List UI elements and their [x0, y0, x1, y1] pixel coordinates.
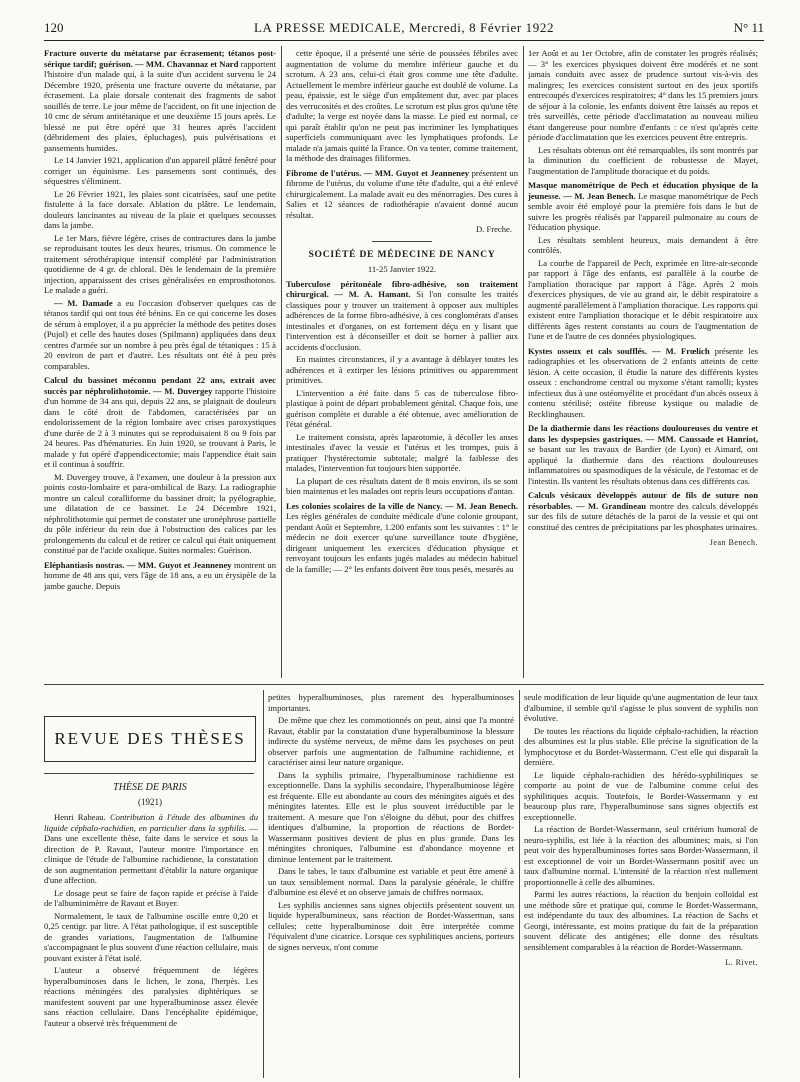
running-header [44, 20, 764, 40]
column-5 [268, 692, 514, 1076]
section-title: REVUE DES THÈSES [54, 729, 246, 748]
article-paragraph [44, 48, 276, 153]
article-title: Calcul du bassinet méconnu pendant 22 ans, extrait avec succès par néphrolithotomie. — M. Duvergey [44, 375, 276, 396]
article-paragraph: L'intervention a été faite dans 5 cas de tuberculose fibro-plastique à point de départ probablement génital. Chaque fois, une guérison complète et durable a été obtenue, avec amélioration de l'état général. [286, 387, 518, 429]
article-title: Calculs vésicaux développés autour de fils de suture non résorbables. — M. Grandineau [528, 490, 758, 511]
article-paragraph: cette époque, il a présenté une série de poussées fébriles avec augmentation de volume du membre inférieur gauche et du scrotum. A 23 ans, celui-ci était gros comme une tête d'adulte. Actuellement le membre inférieur gauche est doublé de volume. La peau, épaissie, est le siège d'un empâtement dur, avec par places des verrucosités et des croûtes. Le scrotum est plus gros qu'une tête d'adulte; la verge est noyée dans la masse. Le pied est normal, ce qui paraît établir qu'on ne peut pas incriminer les lymphatiques superficiels communiquant avec les lymphatiques profonds. Le malade n'a jamais quitté la France. On va tenter, comme traitement, la méthode des drainages filiformes. [286, 48, 518, 163]
article-text: montre des calculs développés sur des fils de suture détachés de la paroi de la vessie et qui ont constitué des centres de précipitations par les phosphates urinaires. [528, 500, 758, 532]
column-divider [281, 46, 282, 678]
article-paragraph [528, 346, 758, 420]
column-1 [44, 48, 276, 676]
column-divider [263, 690, 264, 1078]
article-paragraph: La courbe de l'appareil de Pech, exprimée en litre-air-seconde par rapport à l'âge des enfants, est parallèle à la courbe de l'ampliation thoracique par rapport à l'âge. Après 2 mois d'exercices physiques, de vie au grand air, le débit respiratoire a augmenté parallèlement à l'ampliation thoracique. Les rapports qui existent entre l'ampliation thoracique et le débit respiratoire aux différents âges restent constants au cours de l'augmentation de l'une et de l'autre de ces données physiologiques. [528, 257, 758, 341]
issue-number: N° 11 [733, 20, 764, 35]
article-paragraph: Le 1er Mars, fièvre légère, crises de contractures dans la jambe se reproduisant toutes les deux heures, trismus. On commence le traitement sérothérapique intensif complété par l'administration quotidienne de 4 gr. de chloral. Dès le lendemain de la première injection, apparaissent des crises généralisées en emprosthotonos. Le malade a guéri. [44, 232, 276, 295]
article-text: présente les radiographies et les observations de 2 enfants atteints de cette lésion. A cette occasion, il étudie la nature des différents kystes osseux : enchondrome central ou myxome s'étant ramolli; kystes infectieux dus à une ostéomyélite et procédant d'un abcès osseux à contenu stérilisé; ostéite fibreuse kystique ou maladie de Recklinghausen. [528, 345, 758, 419]
section-divider [372, 241, 432, 242]
article-paragraph: Parmi les autres réactions, la réaction du benjoin colloïdal est une méthode sûre et pratique qui, comme le Bordet-Wassermann, est indépendante du taux des albumines. La réaction de Sachs et Georgi, intéressante, est moins pratique du fait de la préparation souvent délicate des antigènes; elle donne des résultats sensiblement comparables à la réaction de Bordet-Wassermann. [524, 889, 758, 952]
article-paragraph: Le traitement consista, après laparotomie, à décoller les anses intestinales d'avec la vessie et l'utérus et les trompes, puis à pratiquer l'hystérectomie subtotale; malgré la faiblesse des malades, l'intervention fut toujours bien supportée. [286, 431, 518, 473]
header-rule [44, 40, 764, 41]
article-paragraph: Le liquide céphalo-rachidien des hérédo-syphilitiques se comporte au point de vue de l'albumine comme celui des syphilitiques acquis. Toutefois, le Bordet-Wassermann y est beaucoup plus rare, l'hyperalbuminose sans signes objectifs est exceptionnelle. [524, 769, 758, 822]
article-paragraph: Dans la syphilis primaire, l'hyperalbuminose rachidienne est exceptionnelle. Dans la syphilis secondaire, l'hyperalbuminose légère est fréquente. Elle est abondante au cours des méningites aiguës et des méningites latentes. Elle est le plus souvent irréductible par le traitement. A mesure que l'on s'éloigne du début, pour des chiffres identiques d'albumine, la proportion de réactions de Bordet-Wassermann positives devient de plus en plus grande. Dans les méningites chroniques, l'albumine est d'abondance moyenne et diminue lentement par le traitement. [268, 769, 514, 864]
article-title: Eléphantiasis nostras. — MM. Guyot et Jeanneney [44, 559, 232, 570]
article-text: montrent un homme de 48 ans qui, vers l'âge de 18 ans, a eu un érysipèle de la jambe gauche. Depuis [44, 559, 276, 591]
article-paragraph: Normalement, le taux de l'albumine oscille entre 0,20 et 0,25 centigr. par litre. A l'état pathologique, il est susceptible de grandes variations, l'augmentation de l'albumine s'accompagnant le plus souvent d'une réaction cellulaire, mais pouvant exister à l'état isolé. [44, 910, 258, 963]
article-text: Le masque manométrique de Pech semble avoir été employé pour la première fois dans le but de suivre les progrès réalisés par l'appareil pulmonaire au cours de l'éducation physique. [528, 190, 758, 232]
article-paragraph: seule modification de leur liquide qu'une augmentation de leur taux d'albumine, il semble qu'il s'agisse le plus souvent de syphilis non évolutive. [524, 692, 758, 723]
article-text: a eu l'occasion d'observer quelques cas de tétanos tardif qui ont tous été bénins. En ce qui concerne les doses de sérum à employer, il a pu apprécier la méthode des petites doses (Pujol) et celle des hautes doses (Spilmann) appliquées dans deux centres d'armée sur un nombre à peu près égal de tétaniques : 15 à 20 environ de part et d'autre. Les résultats ont été à peu près comparables. [44, 297, 276, 371]
society-date: 11-25 Janvier 1922. [367, 264, 437, 274]
page-number: 120 [44, 20, 64, 35]
thesis-author: Henri Rabeau. [54, 812, 106, 822]
section-title-box [44, 716, 256, 762]
article-title: Masque manométrique de Pech et éducation physique de la jeunesse. — M. Jean Benech. [528, 180, 758, 201]
column-4 [44, 812, 258, 1076]
article-paragraph: En maintes circonstances, il y a avantage à déblayer toutes les adhérences et à extirper les lésions primitives ou apparemment primitives. [286, 354, 518, 385]
column-3 [528, 48, 758, 676]
article-title: De la diathermie dans les réactions douloureuses du ventre et dans les dyspepsies gastriques. — MM. Caussade et Hanriot, [528, 423, 758, 444]
article-paragraph [286, 501, 518, 575]
article-paragraph [44, 812, 258, 886]
article-paragraph: Dans le tabes, le taux d'albumine est variable et peut être amené à un taux sensiblement normal. Dans la paralysie générale, le chiffre d'albumine est élevé et on observe jamais de chiffres normaux. [268, 866, 514, 897]
article-paragraph: De même que chez les commotionnés on peut, ainsi que l'a montré Ravaut, établir par la constatation d'une hyperalbuminose la blessure indirecte du système nerveux, de même dans les psychoses on peut observer parfois une augmentation de l'albumine rachidienne, et caractériser ainsi leur nature organique. [268, 715, 514, 767]
column-2 [286, 48, 518, 676]
section-divider [44, 684, 764, 685]
article-text: présentent un fibrome de l'utérus, du volume d'une tête d'adulte, qui a été enlevé chirurgicalement. La malade avait eu des ménorragies. Des cures à Salies et 12 séances de radiothérapie n'avaient donné aucun résultat. [286, 167, 518, 220]
article-paragraph: De toutes les réactions du liquide céphalo-rachidien, la réaction des albumines est la plus stable. Elle précise la signification de la lymphocytose et du Bordet-Wassermann. C'est elle qui disparaît la dernière. [524, 725, 758, 767]
author-signature: Jean Benech. [709, 538, 758, 547]
section-title-rule [44, 773, 254, 774]
column-divider [523, 46, 524, 678]
article-title: Les colonies scolaires de la ville de Nancy. — M. Jean Benech. [286, 500, 518, 511]
article-paragraph: M. Duvergey trouve, à l'examen, une douleur à la pression aux points costo-lombaire et para-ombilical de Bazy. La radiographie montre un calcul coralliforme du bassinet droit; la pyélographie, une dilatation de ce bassinet. Le 24 Décembre 1921, néphrolithotomie qui permet de constater une uronéphrose partielle du pôle inférieur du rein due à l'obstruction des calices par les prolongements du calcul et de retirer ce calcul qui était uniquement constitué par de l'acide oxalique. Suites normales: Guérison. [44, 471, 276, 555]
article-text: Si l'on consulte les traités classiques pour y trouver un traitement à opposer aux multiples adhérences de la forme fibro-adhésive, à ces conglomérats d'anses intestinales et d'organes, on est fortement déçu en y lisant que l'intervention est à déconseiller et doit se borner à pallier aux accidents d'occlusion. [286, 289, 518, 352]
article-paragraph [286, 279, 518, 353]
article-text: — Dans une excellente thèse, faite dans le service et sous la direction de P. Ravaut, l'auteur montre l'importance en clinique de l'étude de l'albumine rachidienne, la constatation de son augmentation permettant d'établir la nature organique d'une affection. [44, 822, 258, 885]
speaker-name: — M. Damade [54, 297, 113, 308]
column-6 [524, 692, 758, 1076]
article-paragraph: 1er Août et au 1er Octobre, afin de constater les progrès réalisés; — 3° les exercices physiques doivent être modérés et ne sont jamais conduits avec assez de prudence surtout vis-à-vis des malingres; les exercices consistent surtout en des jeux sportifs entrecoupés d'exercices respiratoires; 4° dans les 15 premiers jours de séjour à la colonie, les enfants doivent être laissés au repos et très surveillés, cette période d'acclimatation au nouveau milieu étant dangereuse pour nombre d'enfants : ce n'est qu'après cette période d'acclimatation que les exercices peuvent être entrepris. [528, 48, 758, 142]
society-heading: SOCIÉTÉ DE MÉDECINE DE NANCY [308, 249, 496, 260]
article-title: Fibrome de l'utérus. — MM. Guyot et Jeanneney [286, 167, 470, 178]
article-title: Tuberculose péritonéale fibro-adhésive, son traitement chirurgical. — M. A. Hamant. [286, 278, 518, 299]
article-paragraph [286, 168, 518, 221]
article-paragraph: Le 26 Février 1921, les plaies sont cicatrisées, sauf une petite fistulette à la face dorsale. Ablation du plâtre. Le lendemain, douleurs lancinantes au niveau de la plaie et quelques secousses dans la jambe. [44, 188, 276, 230]
article-text: rapportent l'histoire d'un malade qui, à la suite d'un accident survenu le 24 Décembre 1920, présenta une fracture ouverte du métatarse, par écrasement. La plaie dorsale contenait des fragments de sabot souillés de terre. Le jour même de l'accident, on fit une injection de 10 cmc de sérum antitétanique et une deuxième 15 jours après. Le blessé ne put être opéré que 31 heures après l'accident (débridement des plaies, épluchages), puis pulvérisations et pansements humides. [44, 58, 276, 153]
article-paragraph: Les syphilis anciennes sans signes objectifs présentent souvent un liquide hyperalbumineux, sans réaction de Bordet-Wasserman, sans cellules; cette hyperalbuminose doit être interprétée comme l'équivalent d'une cicatrice. Lorsque ces syphilitiques anciens, porteurs de signes nerveux, n'ont comme [268, 899, 514, 952]
article-paragraph: La plupart de ces résultats datent de 8 mois environ, ils se sont bien maintenus et les malades ont repris leurs occupations d'antan. [286, 475, 518, 496]
article-title: Kystes osseux et cals soufflés. — M. Frœlich [528, 345, 710, 356]
article-paragraph: Le dosage peut se faire de façon rapide et précise à l'aide de l'albuminimètre de Ravaut et Boyer. [44, 887, 258, 908]
article-text: Les règles générales de conduite médicale d'une colonie groupant, pendant Août et Septembre, 1.200 enfants sont les suivantes : 1° le médecin ne doit exercer qu'une surveillance toute d'hygiène, dirigeant uniquement les exercices d'éducation physique et renvoyant toujours les enfants jugés malades au médecin habituel de la famille; — 2° les enfants doivent être tous pesés, mesurés au [286, 511, 518, 574]
article-paragraph: Les résultats semblent heureux, mais demandent à être contrôlés. [528, 234, 758, 255]
thesis-year: (1921) [138, 797, 162, 807]
article-paragraph [44, 298, 276, 372]
column-divider [519, 690, 520, 1078]
article-paragraph: La réaction de Bordet-Wassermann, seul critérium humoral de neuro-syphilis, est liée à la réaction des albumines; mais, si l'on peut voir des hyperalbuminoses fortes sans Bordet-Wassermann, il est exceptionnel de voir un Bordet-Wassermann positif avec un taux d'albumine normal. L'intensité de la réaction n'est nullement proportionnelle à celle des albumines. [524, 824, 758, 887]
article-paragraph [44, 560, 276, 592]
article-text: rapporte l'histoire d'un homme de 34 ans qui, depuis 22 ans, se plaignait de douleurs dans le côté droit de l'abdomen, caractérisées par un endolorissement de la région lombaire avec crises paroxystiques d'une durée de 2 à 3 minutes qui se reproduisaient 8 ou 9 fois par 24 heures. Pas d'hématuries. En Juin 1920, se trouvant à Paris, le malade y fut opéré d'appendicectomie; mais l'appendice était sain et il continua à souffrir. [44, 385, 276, 469]
article-paragraph: Le 14 Janvier 1921, application d'un appareil plâtré fenêtré pour corriger un équinisme. Les pansements sont continués, des séquestres s'éliminent. [44, 155, 276, 186]
journal-title: LA PRESSE MEDICALE, Mercredi, 8 Février 1922 [253, 20, 555, 35]
thesis-title: Contribution à l'étude des albumines du liquide céphalo-rachidien, en particulier dans la syphilis. [44, 812, 258, 833]
article-title: Fracture ouverte du métatarse par écrasement; tétanos post-sérique tardif; guérison. — MM. Chavannaz et Nard [44, 48, 276, 69]
article-text: se basant sur les travaux de Bardier (de Lyon) et Aimard, ont appliqué la diathermie dans des réactions douloureuses inflammatoires ou spasmodiques de la vésicule, de l'estomac et de l'intestin. Ils vantent les résultats obtenus dans ces différents cas. [528, 444, 758, 486]
author-signature: D. Freche. [475, 224, 512, 234]
article-paragraph: petites hyperalbuminoses, plus rarement des hyperalbuminoses importantes. [268, 692, 514, 713]
article-paragraph: L'auteur a observé fréquemment de légères hyperalbuminoses dans le lichen, le zona, l'herpès. Les réactions méningées des paralysies diphtériques se manifestent souvent par une hyperalbuminose assez élevée sans réaction cellulaire. Dans l'encéphalite épidémique, l'auteur a observé très fréquemment de [44, 965, 258, 1028]
thesis-subtitle: THÈSE DE PARIS [113, 782, 187, 793]
author-signature: L. Rivet. [725, 958, 758, 967]
article-paragraph [528, 490, 758, 532]
article-paragraph [44, 375, 276, 470]
article-paragraph: Les résultats obtenus ont été remarquables, ils sont montrés par la diminution du coefficient de robustesse de Mayet, l'augmentation de l'amplitude thoracique et du poids. [528, 144, 758, 176]
article-paragraph [528, 423, 758, 486]
article-paragraph [528, 180, 758, 233]
